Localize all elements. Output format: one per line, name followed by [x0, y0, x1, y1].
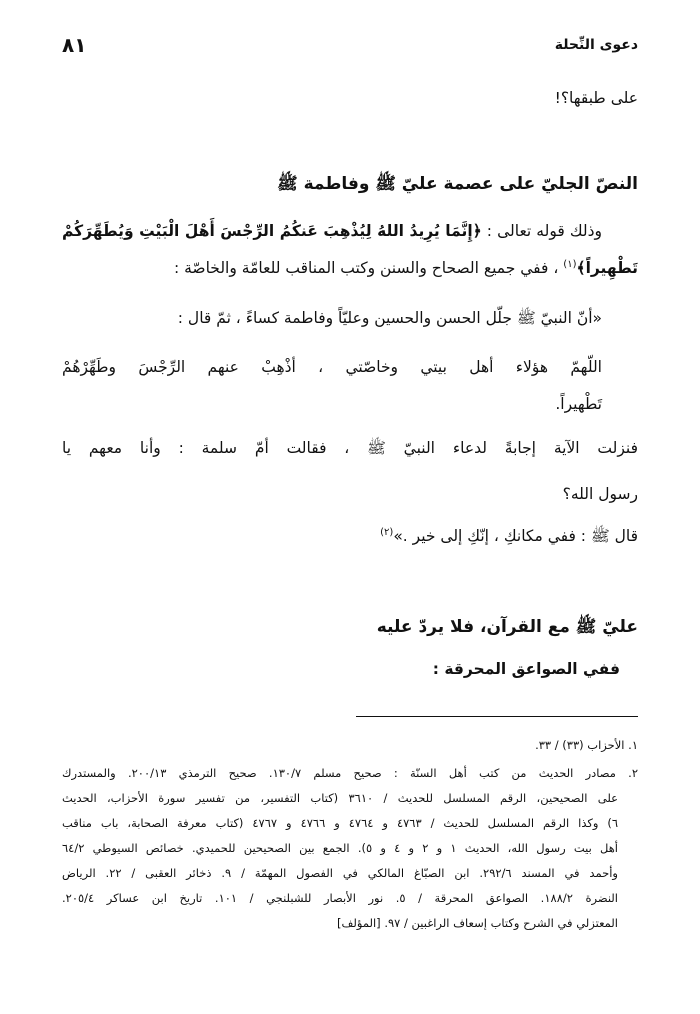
quran-verse-part2: تَطْهِيراً﴾: [576, 259, 638, 277]
hadith-line5: رسول الله؟: [562, 485, 638, 503]
section2-heading: عليّ ﷺ مع القرآن، فلا يردّ عليه: [376, 617, 638, 637]
footnote-separator: [356, 716, 638, 717]
hadith-line6: [62, 526, 638, 546]
footnote-2-line2: على الصحيحين، الرقم المسلسل للحديث / ٣٦١٠ (كتاب التفسير، من تفسير سورة الأحزاب، الحديث: [62, 791, 618, 805]
hadith-line4: فنزلت الآية إجابةً لدعاء النبيّ ﷺ ، فقالت أمّ سلمة : وأنا معهم يا: [62, 439, 638, 457]
running-title: دعوى النِّحلة: [554, 37, 638, 53]
hadith-line3: تَطْهيراً.: [555, 395, 602, 413]
footnote-2-line4: أهل بيت رسول الله، الحديث ١ و ٢ و ٤ و ٥). الجمع بين الصحيحين للحميدي. خصائص السيوطي ٦٤/٢: [62, 841, 618, 855]
footnote-2-line1: ٢. مصادر الحديث من كتب أهل السنّة : صحيح مسلم ١٣٠/٧. صحيح الترمذي ٢٠٠/١٣. والمستدرك: [62, 766, 638, 780]
intro-question: على طبقها؟!: [554, 89, 638, 107]
footnote-1: ١. الأحزاب (٣٣) / ٣٣.: [535, 738, 638, 752]
para1-line2-rest: ، ففي جميع الصحاح والسنن وكتب المناقب للعامّة والخاصّة :: [173, 259, 559, 277]
hadith-closing: قال ﷺ : ففي مكانكِ ، إنّكِ إلى خير .»: [393, 527, 638, 545]
para1-line1: [62, 221, 638, 241]
hadith-line2: اللّهمّ هؤلاء أهل بيتي وخاصّتي ، أذْهِبْ عنهم الرِّجْسَ وطَهِّرْهُمْ: [62, 358, 602, 376]
quran-verse-part1: ﴿إِنَّمَا يُرِيدُ اللهُ لِيُذْهِبَ عَنكُمُ الرِّجْسَ أَهْلَ الْبَيْتِ وَيُطَهِّرَكُمْ: [62, 222, 482, 240]
para1-prefix: وذلك قوله تعالى :: [481, 222, 602, 240]
running-head: [62, 30, 638, 60]
book-page: [62, 0, 638, 1014]
footnote-ref-2: (٢): [380, 526, 394, 538]
section2-subheading: ففي الصواعق المحرقة :: [432, 660, 620, 678]
footnote-2-line3: ٦) وكذا الرقم المسلسل للحديث / ٤٧٦٣ و ٤٧٦٤ و ٤٧٦٦ و ٤٧٦٧ (كتاب معرفة الصحابة، باب مناقب: [62, 816, 619, 830]
section1-heading: النصّ الجليّ على عصمة عليّ ﷺ وفاطمة ﷺ: [277, 174, 638, 194]
footnote-2-line6: النضرة ١٨٨/٢. الصواعق المحرقة / ٥. نور الأبصار للشبلنجي / ١٠١. تاريخ ابن عساكر ٢٠٥/٤.: [62, 891, 618, 905]
footnote-2-line5: وأحمد في المسند ٢٩٢/٦. ابن الصبّاغ المالكي في الفصول المهمّة / ٩. ذخائر العقبى / ٢٢. الرياض: [62, 866, 618, 880]
para1-line2: [62, 258, 638, 278]
footnote-2-line7: المعتزلي في الشرح وكتاب إسعاف الراغبين / ٩٧. [المؤلف]: [337, 916, 618, 930]
hadith-line1: «أنّ النبيّ ﷺ جلّل الحسن والحسين وعليّاً وفاطمة كساءً ، ثمّ قال :: [177, 309, 602, 327]
page-number: ٨١: [62, 33, 87, 57]
footnote-ref-1: (١): [563, 258, 577, 270]
